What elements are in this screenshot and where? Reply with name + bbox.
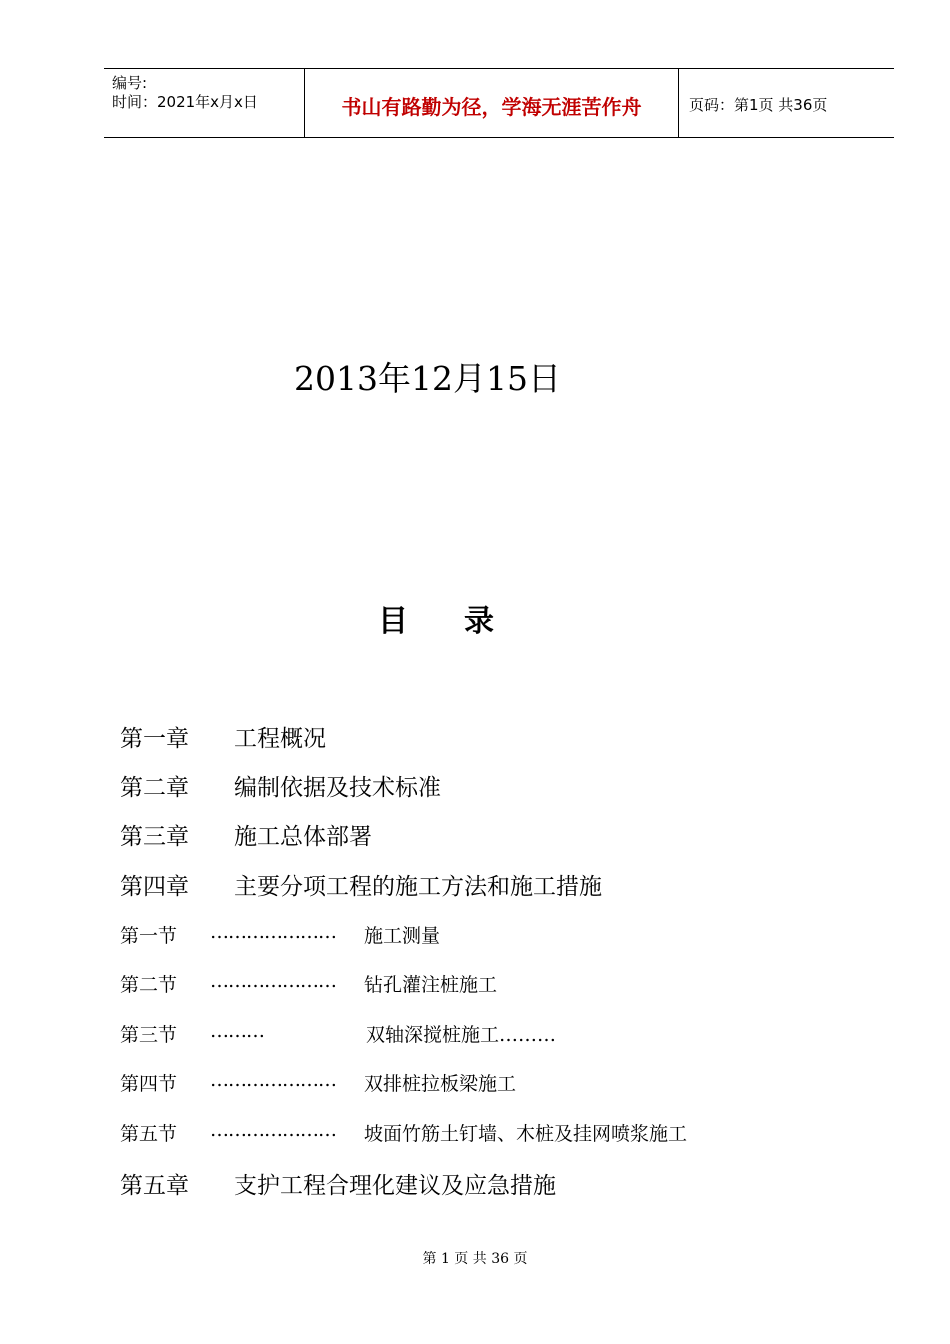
motto: 书山有路勤为径，学海无涯苦作舟 (341, 95, 642, 119)
toc-leader-dots: ………………… (210, 970, 336, 992)
toc-entry-text: 编制依据及技术标准 (234, 775, 441, 801)
header-motto-cell (305, 69, 679, 137)
toc-leader-dots: ………………… (210, 921, 336, 943)
toc-title-right: 录 (464, 604, 494, 639)
toc-entry-text: 支护工程合理化建议及应急措施 (234, 1173, 556, 1199)
toc-title-left: 目 (378, 604, 408, 639)
toc-entry-number: 第四节 (120, 1073, 178, 1095)
toc-leader-dots: ………………… (210, 1069, 336, 1091)
header-meta-cell (104, 69, 305, 137)
toc-entry-number: 第二章 (120, 775, 189, 801)
toc-entry-text: 工程概况 (234, 726, 326, 752)
toc-entry-text: 双轴深搅桩施工……… (366, 1024, 557, 1046)
toc-entry-number: 第一节 (120, 925, 178, 947)
document-date: 2013年12月15日 (294, 359, 561, 398)
toc-entry-number: 第三章 (120, 824, 189, 850)
toc-entry-text: 钻孔灌注桩施工 (364, 974, 498, 996)
toc-entry-number: 第五章 (120, 1173, 189, 1199)
toc-entry-number: 第五节 (120, 1123, 178, 1145)
toc-entry-number: 第二节 (120, 974, 178, 996)
toc-entry-text: 坡面竹筋土钉墙、木桩及挂网喷浆施工 (364, 1123, 688, 1145)
toc-leader-dots: ……… (210, 1020, 264, 1042)
toc-title (378, 596, 494, 640)
page-label: 页码：第1页 共36页 (689, 96, 828, 114)
header-page-cell (679, 69, 894, 137)
toc-entry-text: 施工总体部署 (234, 824, 372, 850)
toc-entry-number: 第一章 (120, 726, 189, 752)
page-header (104, 68, 894, 138)
toc-entry-text: 施工测量 (364, 925, 441, 947)
serial-label: 编号: (112, 74, 148, 92)
toc-entry-number: 第三节 (120, 1024, 178, 1046)
toc-entry-number: 第四章 (120, 874, 189, 900)
time-label: 时间：2021年x月x日 (112, 93, 258, 111)
page-footer: 第 1 页 共 36 页 (422, 1251, 528, 1267)
toc-entry-text: 双排桩拉板梁施工 (364, 1073, 517, 1095)
toc-entry-text: 主要分项工程的施工方法和施工措施 (234, 874, 602, 900)
toc-leader-dots: ………………… (210, 1119, 336, 1141)
